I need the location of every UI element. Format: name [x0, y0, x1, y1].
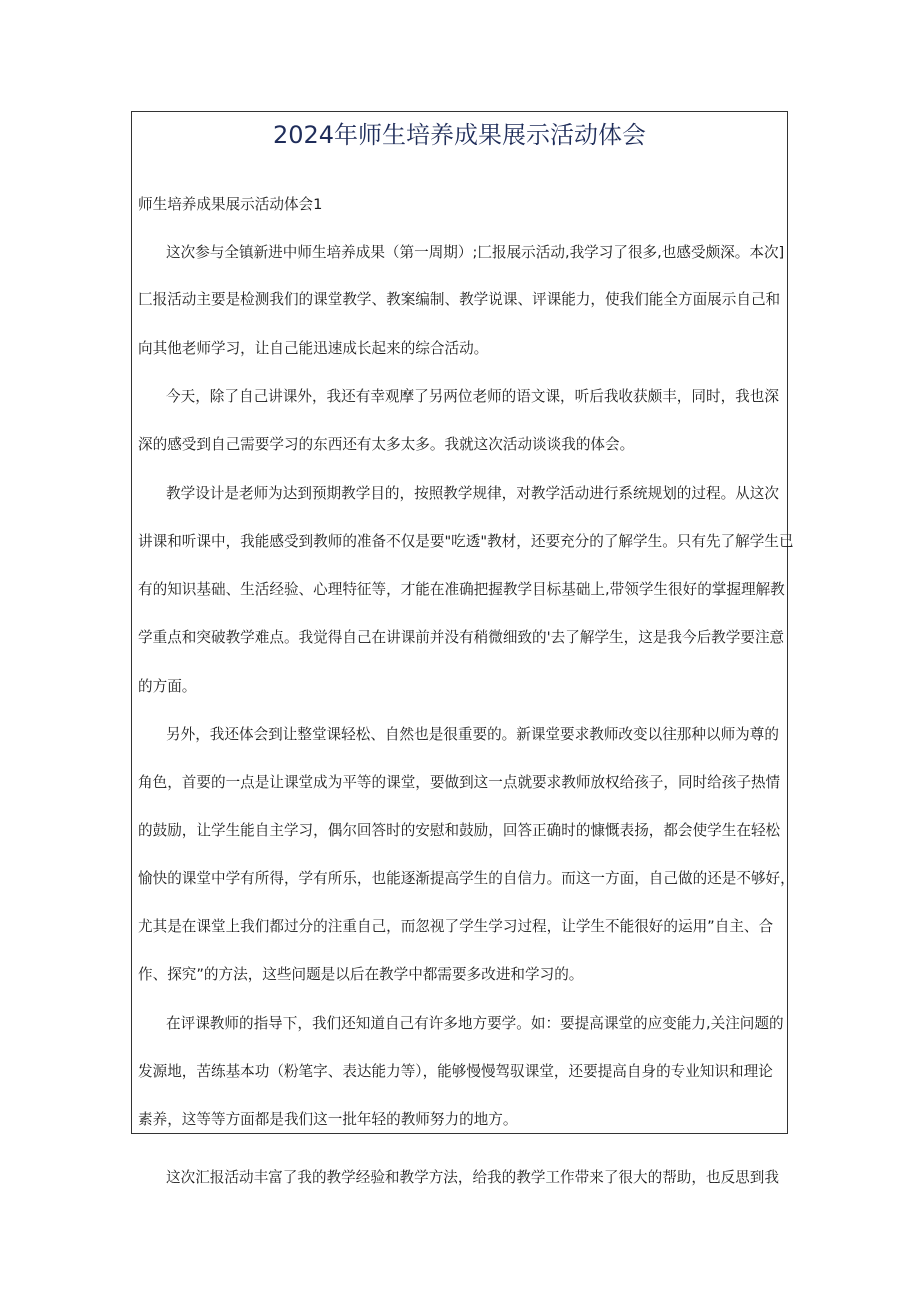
text-line: 角色，首要的一点是让课堂成为平等的课堂，要做到这一点就要求教师放权给孩子，同时给孩子热情: [138, 774, 781, 791]
text-line: 讲课和听课中，我能感受到教师的准备不仅是要"吃透"教材，还要充分的了解学生。只有先了解学生已: [138, 533, 794, 550]
text-line: 深的感受到自己需要学习的东西还有太多太多。我就这次活动谈谈我的体会。: [138, 436, 635, 453]
text-line: 这次参与全镇新进中师生培养成果（第一周期）;匚报展示活动,我学习了很多,也感受颇深。本次]: [166, 244, 785, 261]
text-line: 今天，除了自己讲课外，我还有幸观摩了另两位老师的语文课，听后我收获颇丰，同时，我也深: [166, 388, 779, 405]
text-line: 教学设计是老师为达到预期教学目的，按照教学规律，对教学活动进行系统规划的过程。从这次: [166, 485, 779, 502]
text-line: 愉快的课堂中学有所得，学有所乐，也能逐渐提高学生的自信力。而这一方面，自己做的还是不够好，: [138, 870, 795, 887]
text-line: 向其他老师学习，让自己能迅速成长起来的综合活动。: [138, 340, 489, 357]
text-line: 素养，这等等方面都是我们这一批年轻的教师努力的地方。: [138, 1111, 518, 1128]
document-title: 2024年师生培养成果展示活动体会: [272, 121, 647, 149]
text-line: 发源地，苦练基本功（粉笔字、表达能力等），能够慢慢驾驭课堂，还要提高自身的专业知识和理论: [138, 1063, 773, 1080]
section-heading: 师生培养成果展示活动体会1: [138, 196, 323, 213]
text-line: 的鼓励，让学生能自主学习，偶尔回答时的安慰和鼓励，回答正确时的慷慨表扬，都会使学生在轻松: [138, 822, 781, 839]
text-line: 有的知识基础、生活经验、心理特征等，才能在准确把握教学目标基础上,带领学生很好的掌握理解教: [138, 581, 785, 598]
text-line: 尤其是在课堂上我们都过分的注重自己，而忽视了学生学习过程，让学生不能很好的运用”自主、合: [138, 918, 774, 935]
text-line: 在评课教师的指导下，我们还知道自己有许多地方要学。如：要提高课堂的应变能力,关注问题的: [166, 1015, 784, 1032]
text-line: 的方面。: [138, 678, 197, 695]
text-line: 另外，我还体会到让整堂课轻松、自然也是很重要的。新课堂要求教师改变以往那种以师为尊的: [166, 726, 779, 743]
text-line: 作、探究”的方法，这些问题是以后在教学中都需要多改进和学习的。: [138, 966, 584, 983]
text-line: 学重点和突破教学难点。我觉得自己在讲课前并没有稍微细致的'去了解学生，这是我今后教学要注意: [138, 629, 785, 646]
text-line: 这次汇报活动丰富了我的教学经验和教学方法，给我的教学工作带来了很大的帮助，也反思到我: [166, 1169, 779, 1186]
text-line: 匚报活动主要是检测我们的课堂教学、教案编制、教学说课、评课能力，使我们能全方面展示自己和: [138, 291, 781, 308]
